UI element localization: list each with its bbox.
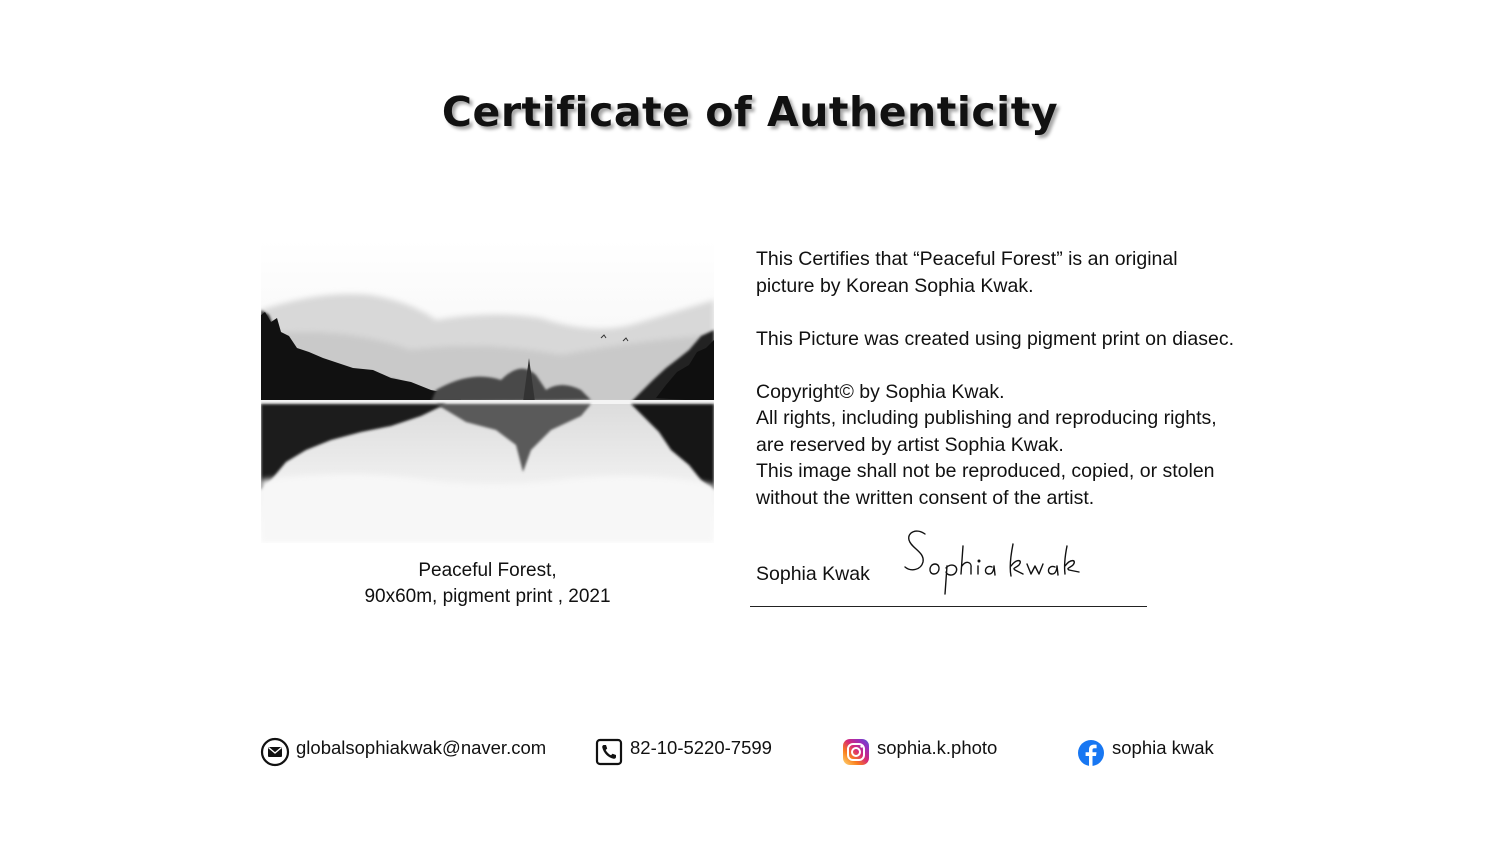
caption-title: Peaceful Forest,: [418, 560, 557, 581]
signature-line: [750, 606, 1147, 607]
text-line: are reserved by artist Sophia Kwak.: [756, 433, 1064, 456]
phone-label: 82-10-5220-7599: [630, 737, 772, 758]
facebook-label: sophia kwak: [1112, 737, 1214, 758]
mail-icon: [260, 737, 290, 767]
caption-details: 90x60m, pigment print , 2021: [364, 586, 611, 607]
phone-icon: [594, 737, 624, 767]
contact-phone[interactable]: [594, 735, 772, 769]
text-line: Copyright© by Sophia Kwak.: [756, 380, 1005, 403]
text-line: All rights, including publishing and reproducing rights,: [756, 407, 1217, 429]
certificate-body: [756, 246, 1276, 511]
certificate-title: Certificate of Authenticity: [441, 88, 1059, 136]
signatory-name: Sophia Kwak: [756, 563, 870, 585]
medium-paragraph: [756, 326, 1276, 353]
text-line: This Certifies that “Peaceful Forest” is an original: [756, 248, 1178, 270]
certification-paragraph: [756, 246, 1276, 299]
contact-instagram[interactable]: [841, 735, 997, 769]
artwork-caption: [261, 558, 714, 610]
contact-email[interactable]: [260, 735, 546, 769]
text-line: This image shall not be reproduced, copied, or stolen: [756, 460, 1215, 482]
text-line: This Picture was created using pigment print on diasec.: [756, 327, 1234, 350]
facebook-icon: [1076, 737, 1106, 767]
instagram-label: sophia.k.photo: [877, 737, 998, 758]
email-label: globalsophiakwak@naver.com: [296, 737, 547, 758]
artwork-photo: [261, 240, 714, 543]
text-line: without the written consent of the artist.: [756, 486, 1095, 509]
copyright-paragraph: [756, 379, 1276, 512]
handwritten-signature: [895, 522, 1095, 602]
instagram-icon: [841, 737, 871, 767]
text-line: picture by Korean Sophia Kwak.: [756, 274, 1034, 297]
contact-facebook[interactable]: [1076, 735, 1214, 769]
